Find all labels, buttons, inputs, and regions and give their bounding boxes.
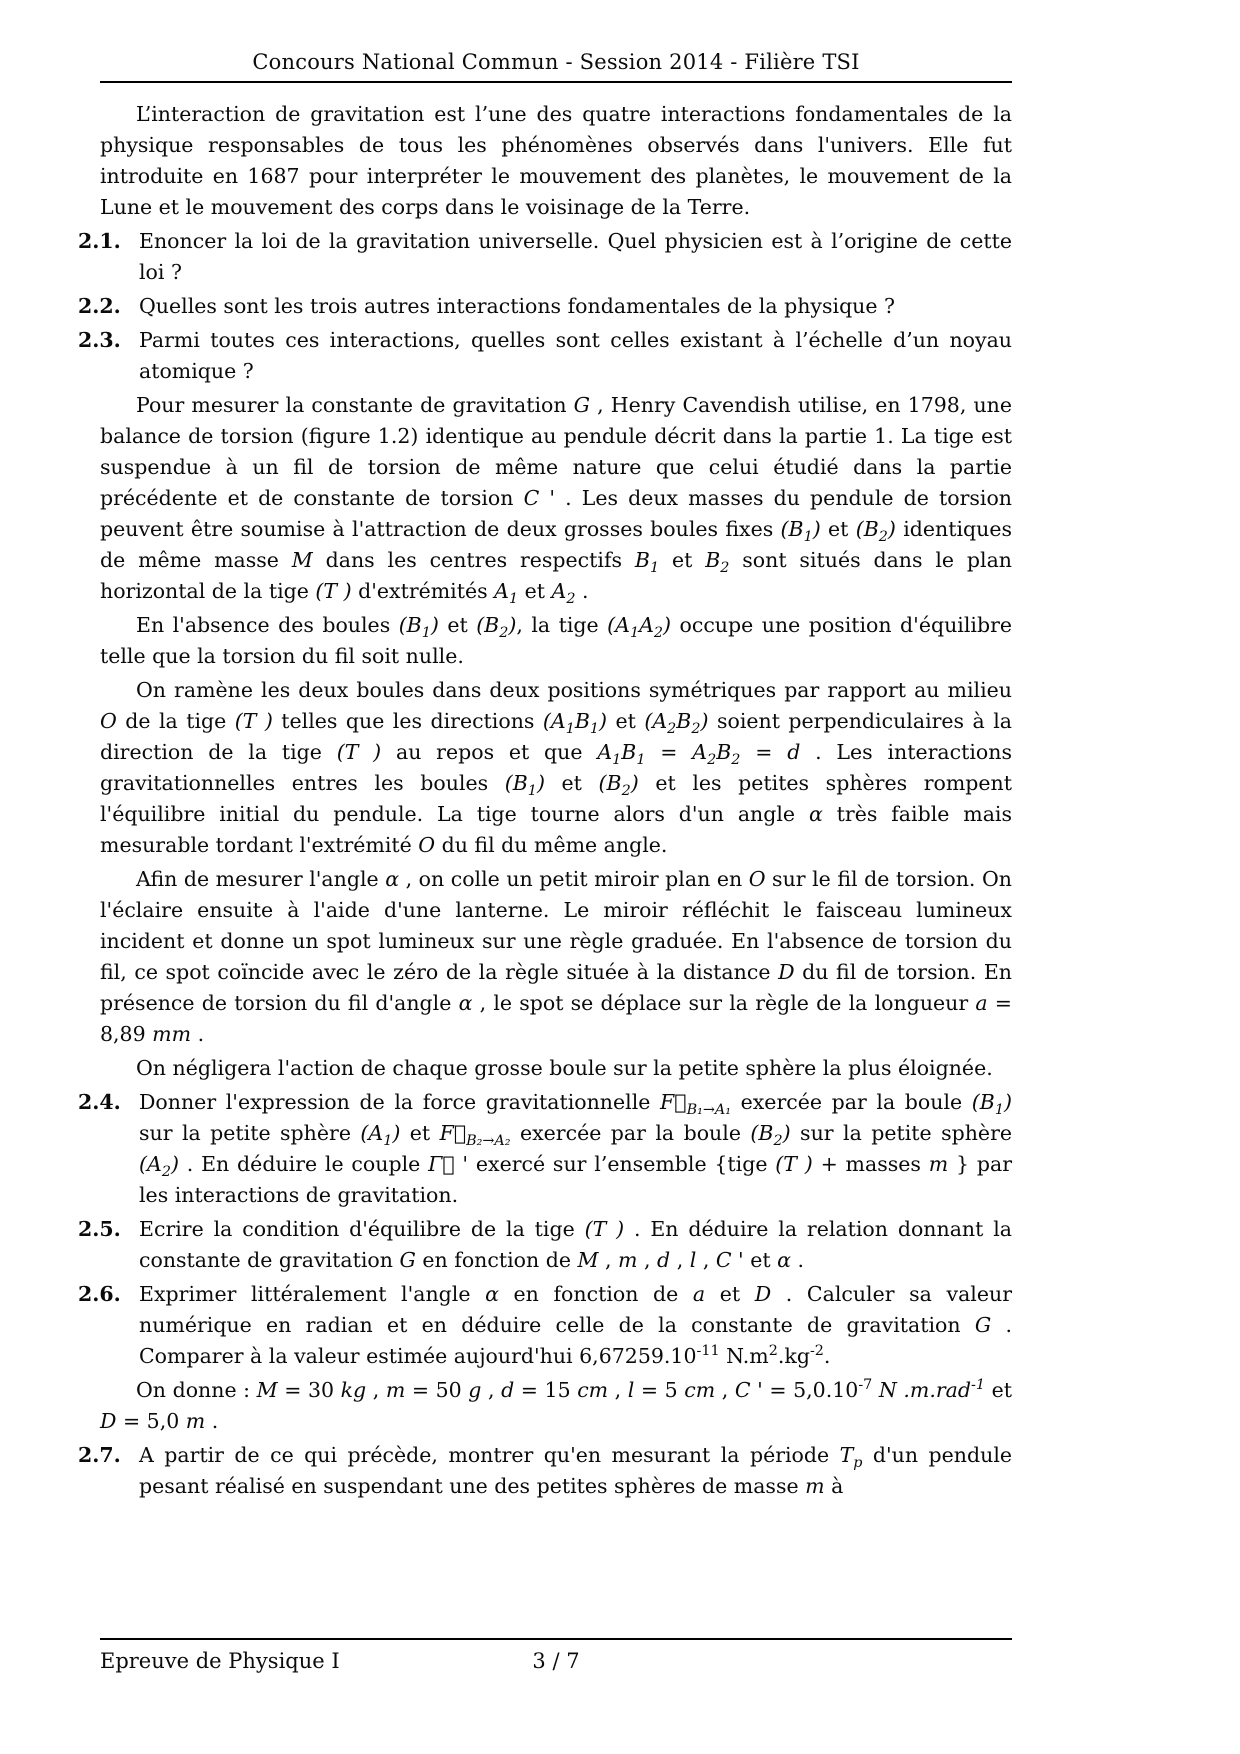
text-run: = 5,0.10 xyxy=(762,1378,859,1402)
text-run: ) xyxy=(599,709,608,733)
text-run: , xyxy=(608,1378,628,1402)
text-run: Pour mesurer la constante de gravitation xyxy=(136,393,574,417)
paragraph xyxy=(100,99,1012,223)
text-run: exercée par la boule xyxy=(510,1121,751,1145)
text-run: On ramène les deux boules dans deux positions symétriques par rapport au milieu xyxy=(136,678,1012,702)
text-run: . En déduire la relation donnant la constante de gravitation xyxy=(139,1217,1012,1272)
text-run: sur la petite sphère xyxy=(790,1121,1012,1145)
text-run: 1 xyxy=(636,752,646,769)
text-run: (T ) xyxy=(775,1152,813,1176)
text-run: . xyxy=(205,1409,219,1433)
text-run: (B xyxy=(855,517,879,541)
text-run: (T ) xyxy=(234,709,273,733)
text-run: (B xyxy=(476,613,500,637)
text-run: = xyxy=(740,740,788,764)
text-run: 1 xyxy=(803,529,813,546)
text-run: kg xyxy=(340,1378,367,1402)
text-run: ) xyxy=(630,771,639,795)
text-run: B xyxy=(574,709,590,733)
paragraph-text xyxy=(100,613,1012,668)
text-run: C ' xyxy=(734,1378,763,1402)
text-run: g xyxy=(468,1378,482,1402)
text-run: G xyxy=(399,1248,416,1272)
text-run: d xyxy=(787,740,801,764)
text-run: . Les interactions gravitationnelles entres les boules xyxy=(100,740,1012,795)
question-number: 2.2. xyxy=(78,294,121,318)
text-run: ) xyxy=(887,517,896,541)
text-run: } par les interactions de gravitation. xyxy=(139,1152,1012,1207)
text-run: 2 xyxy=(768,1343,778,1360)
text-run: occupe une position d'équilibre telle que la torsion du fil soit nulle. xyxy=(100,613,1012,668)
text-run: En l'absence des boules xyxy=(136,613,399,637)
text-run: D xyxy=(754,1282,772,1306)
text-run: (T ) xyxy=(584,1217,625,1241)
text-run: On négligera l'action de chaque grosse boule sur la petite sphère la plus éloignée. xyxy=(136,1056,993,1080)
text-run: en fonction de xyxy=(415,1248,578,1272)
question-text xyxy=(139,1443,1012,1498)
text-run: Afin de mesurer l'angle xyxy=(136,867,386,891)
text-run: A partir de ce qui précède, montrer qu'en mesurant la période xyxy=(139,1443,840,1467)
text-run: et xyxy=(705,1282,755,1306)
text-run: T xyxy=(839,1443,854,1467)
text-run: α xyxy=(808,802,823,826)
text-run: . xyxy=(191,1022,205,1046)
text-run: , la tige xyxy=(516,613,608,637)
text-run: p xyxy=(853,1455,863,1472)
text-run: B xyxy=(716,740,732,764)
text-run: ) xyxy=(392,1121,401,1145)
paragraph-text xyxy=(100,867,1012,1046)
text-run: α xyxy=(385,867,400,891)
question-text xyxy=(139,328,1012,383)
text-run: D xyxy=(778,960,795,984)
text-run: (A xyxy=(139,1152,162,1176)
text-run: -2 xyxy=(809,1343,824,1360)
text-run: C ' xyxy=(523,486,555,510)
text-run: Quelles sont les trois autres interactions fondamentales de la physique ? xyxy=(139,294,896,318)
text-run: telles que les directions xyxy=(272,709,543,733)
text-run: = 50 xyxy=(405,1378,469,1402)
text-run: G xyxy=(573,393,591,417)
text-run: d'extrémités xyxy=(351,579,495,603)
text-run: 1 xyxy=(612,752,622,769)
text-run: du fil de torsion. En présence de torsion du fil d'angle xyxy=(100,960,1012,1015)
text-run: (B xyxy=(750,1121,774,1145)
text-run: cm xyxy=(577,1378,609,1402)
text-run: (A xyxy=(360,1121,384,1145)
text-run: .kg xyxy=(777,1344,810,1368)
text-run: A xyxy=(494,579,509,603)
text-run: d xyxy=(501,1378,515,1402)
page-header xyxy=(100,50,1012,83)
text-run: . xyxy=(575,579,589,603)
text-run: , xyxy=(366,1378,386,1402)
text-run: , xyxy=(481,1378,502,1402)
question-item xyxy=(78,1279,1012,1372)
text-run: 1 xyxy=(589,721,600,738)
text-run: 2 xyxy=(621,783,631,800)
text-run: et xyxy=(985,1378,1012,1402)
text-run: l xyxy=(689,1248,697,1272)
text-run: C ' xyxy=(715,1248,744,1272)
text-run: = 5,0 xyxy=(116,1409,186,1433)
text-run: A xyxy=(597,740,613,764)
content xyxy=(78,83,1013,1502)
question-text xyxy=(139,1282,1012,1368)
text-run: et xyxy=(820,517,856,541)
text-run: Enoncer la loi de la gravitation universelle. Quel physicien est à l’origine de cette loi ? xyxy=(139,229,1012,284)
text-run: O xyxy=(100,709,117,733)
text-run: en fonction de xyxy=(498,1282,693,1306)
footer-page-number: 3 / 7 xyxy=(532,1649,580,1673)
text-run: M xyxy=(256,1378,278,1402)
question-number: 2.6. xyxy=(78,1282,121,1306)
text-run: F⃗ xyxy=(660,1090,687,1114)
text-run: m xyxy=(805,1474,825,1498)
text-run: exercé sur l’ensemble {tige xyxy=(468,1152,776,1176)
text-run: Ecrire la condition d'équilibre de la tige xyxy=(139,1217,585,1241)
text-run: O xyxy=(418,833,436,857)
text-run: m xyxy=(618,1248,638,1272)
text-run: 2 xyxy=(720,560,730,577)
text-run: A xyxy=(639,613,654,637)
text-run: = 15 xyxy=(514,1378,578,1402)
text-run: . xyxy=(790,1248,804,1272)
question-item xyxy=(78,226,1012,288)
text-run: 1 xyxy=(649,560,660,577)
text-run: identiques de même masse xyxy=(100,517,1012,572)
text-run: cm xyxy=(684,1378,716,1402)
text-run: , le spot se déplace sur la règle de la longueur xyxy=(472,991,976,1015)
text-run: Parmi toutes ces interactions, quelles sont celles existant à l’échelle d’un noyau atomique ? xyxy=(139,328,1012,383)
text-run: 1 xyxy=(527,783,537,800)
text-run: a xyxy=(692,1282,706,1306)
text-run: 1 xyxy=(421,625,431,642)
text-run: , xyxy=(637,1248,658,1272)
text-run: F⃗ xyxy=(439,1121,467,1145)
text-run: . Comparer à la valeur estimée aujourd'hui 6,67259.10 xyxy=(139,1313,1012,1368)
paragraph-text xyxy=(100,393,1012,608)
text-run: d xyxy=(657,1248,671,1272)
text-run: (B xyxy=(971,1090,995,1114)
text-run: = 5 xyxy=(634,1378,685,1402)
page-footer xyxy=(100,1638,1012,1673)
question-text xyxy=(139,1217,1012,1272)
text-run: d'un pendule pesant réalisé en suspendant une des petites sphères de masse xyxy=(139,1443,1013,1498)
text-run: (B xyxy=(780,517,804,541)
question-item xyxy=(78,1440,1013,1502)
text-run: dans les centres respectifs xyxy=(312,548,635,572)
text-run xyxy=(872,1378,879,1402)
text-run: 2 xyxy=(499,625,509,642)
text-run: et les petites sphères rompent l'équilibre initial du pendule. La tige tourne alors d'un angle xyxy=(100,771,1013,826)
text-run: (B xyxy=(598,771,622,795)
text-run: très faible mais mesurable tordant l'extrémité xyxy=(100,802,1012,857)
paragraph xyxy=(100,390,1012,607)
text-run: 2 xyxy=(653,625,664,642)
text-run: sur la petite sphère xyxy=(139,1121,361,1145)
paragraph xyxy=(100,1375,1012,1437)
text-run: N .m.rad xyxy=(878,1378,972,1402)
text-run: ) xyxy=(782,1121,791,1145)
paragraph xyxy=(100,675,1012,861)
text-run: A xyxy=(551,579,567,603)
text-run: (B xyxy=(398,613,422,637)
text-run: B₂→A₂ xyxy=(466,1133,511,1150)
text-run: B xyxy=(676,709,692,733)
text-run: , xyxy=(715,1378,735,1402)
text-run: 2 xyxy=(878,529,888,546)
question-number: 2.7. xyxy=(78,1443,121,1467)
text-run: B xyxy=(621,740,637,764)
text-run: soient perpendiculaires à la direction de la tige xyxy=(100,709,1012,764)
text-run: , xyxy=(670,1248,690,1272)
text-run: ) xyxy=(1004,1090,1012,1114)
text-run: , Henry Cavendish utilise, en 1798, une balance de torsion (figure 1.2) identique au pendule décrit dans la partie 1. La tige est suspendue à un fil de torsion de même nature que celui étudié dans la partie précédente et de constante de torsion xyxy=(100,393,1012,510)
paragraph xyxy=(100,610,1012,672)
text-run: et xyxy=(518,579,552,603)
text-run: 1 xyxy=(565,721,575,738)
text-run: = xyxy=(645,740,693,764)
text-run: Γ⃗ ' xyxy=(428,1152,469,1176)
text-run: , xyxy=(696,1248,716,1272)
text-run: 2 xyxy=(566,591,576,608)
text-run: , on colle un petit miroir plan en xyxy=(399,867,749,891)
text-run: . xyxy=(823,1344,831,1368)
question-text xyxy=(139,1090,1012,1207)
text-run: . En déduire le couple xyxy=(178,1152,429,1176)
text-run: et xyxy=(544,771,599,795)
question-number: 2.3. xyxy=(78,328,121,352)
text-run: , xyxy=(598,1248,619,1272)
text-run: 2 xyxy=(161,1164,171,1181)
paragraph-text xyxy=(100,1378,1012,1433)
text-run: ) xyxy=(536,771,545,795)
paragraph-text xyxy=(100,102,1012,219)
text-run: et xyxy=(659,548,706,572)
text-run: a xyxy=(975,991,988,1015)
question-item xyxy=(78,1214,1012,1276)
text-run: (A xyxy=(607,613,630,637)
text-run: sont situés dans le plan horizontal de la tige xyxy=(100,548,1012,603)
text-run: 1 xyxy=(383,1133,393,1150)
text-run: 2 xyxy=(707,752,717,769)
text-run: = 8,89 xyxy=(100,991,1012,1046)
text-run: = 30 xyxy=(277,1378,341,1402)
question-text xyxy=(139,294,895,318)
text-run: -1 xyxy=(971,1377,986,1394)
text-run: ) xyxy=(663,613,672,637)
text-run: 1 xyxy=(508,591,519,608)
text-run: m xyxy=(185,1409,206,1433)
text-run: . Les deux masses du pendule de torsion peuvent être soumise à l'attraction de deux grosses boules fixes xyxy=(100,486,1012,541)
text-run: A xyxy=(692,740,708,764)
question-number: 2.4. xyxy=(78,1090,121,1114)
text-run: 2 xyxy=(773,1133,783,1150)
text-run: ) xyxy=(700,709,709,733)
text-run: D xyxy=(100,1409,117,1433)
text-run: M xyxy=(577,1248,599,1272)
text-run: 2 xyxy=(691,721,701,738)
text-run: (A xyxy=(644,709,668,733)
text-run: B₁→A₁ xyxy=(686,1102,731,1119)
text-run: et xyxy=(400,1121,440,1145)
paragraph xyxy=(100,1053,1012,1084)
paragraph xyxy=(100,864,1012,1050)
text-run: du fil du même angle. xyxy=(435,833,668,857)
text-run: mm xyxy=(152,1022,192,1046)
text-run: (B xyxy=(504,771,528,795)
text-run: (A xyxy=(542,709,566,733)
text-run: ) xyxy=(170,1152,179,1176)
text-run: 1 xyxy=(994,1102,1004,1119)
question-text xyxy=(139,229,1012,284)
text-run: exercée par la boule xyxy=(730,1090,972,1114)
text-run: et xyxy=(607,709,645,733)
text-run: α xyxy=(485,1282,499,1306)
text-run: M xyxy=(291,548,313,572)
text-run: 2 xyxy=(667,721,677,738)
text-run: O xyxy=(748,867,766,891)
text-run: N.m xyxy=(719,1344,769,1368)
text-run: à xyxy=(824,1474,844,1498)
text-run: Exprimer littéralement l'angle xyxy=(139,1282,486,1306)
text-run: . Calculer sa valeur numérique en radian et en déduire celle de la constante de gravitation xyxy=(139,1282,1012,1337)
text-run: l xyxy=(627,1378,635,1402)
text-run: m xyxy=(928,1152,949,1176)
text-run: 1 xyxy=(629,625,640,642)
text-run: On donne : xyxy=(136,1378,257,1402)
text-run: (T ) xyxy=(336,740,382,764)
header-title: Concours National Commun - Session 2014 - Filière TSI xyxy=(252,50,860,74)
text-run: ) xyxy=(812,517,821,541)
text-run: L’interaction de gravitation est l’une des quatre interactions fondamentales de la physique responsables de tous les phénomènes observés dans l'univers. Elle fut introduite en 1687 pour interpréter le mouvement des planètes, le mouvement de la Lune et le mouvement des corps dans le voisinage de la Terre. xyxy=(100,102,1012,219)
question-item xyxy=(78,325,1012,387)
text-run: de la tige xyxy=(116,709,235,733)
question-item xyxy=(78,1087,1012,1211)
text-run: au repos et que xyxy=(381,740,598,764)
text-run: (T ) xyxy=(315,579,352,603)
text-run: α xyxy=(458,991,473,1015)
text-run: + masses xyxy=(812,1152,929,1176)
text-run: ) xyxy=(430,613,439,637)
paragraph-text xyxy=(100,678,1012,857)
text-run: -7 xyxy=(858,1377,873,1394)
paragraph-text xyxy=(136,1056,993,1080)
text-run: α xyxy=(777,1248,791,1272)
footer-doc-title: Epreuve de Physique I xyxy=(100,1649,340,1673)
text-run: G xyxy=(974,1313,992,1337)
text-run: et xyxy=(743,1248,778,1272)
text-run: Donner l'expression de la force gravitationnelle xyxy=(139,1090,661,1114)
text-run: B xyxy=(705,548,721,572)
text-run: B xyxy=(634,548,650,572)
text-run: sur le fil de torsion. On l'éclaire ensuite à l'aide d'une lanterne. Le miroir réfléchit le faisceau lumineux incident et donne un spot lumineux sur une règle graduée. En l'absence de torsion du fil, ce spot coïncide avec le zéro de la règle située à la distance xyxy=(100,867,1012,984)
question-number: 2.1. xyxy=(78,229,121,253)
text-run: ) xyxy=(508,613,517,637)
text-run: 2 xyxy=(731,752,741,769)
question-item xyxy=(78,291,1012,322)
text-run: m xyxy=(385,1378,406,1402)
question-number: 2.5. xyxy=(78,1217,121,1241)
text-run: -11 xyxy=(696,1343,720,1360)
text-run: et xyxy=(438,613,477,637)
